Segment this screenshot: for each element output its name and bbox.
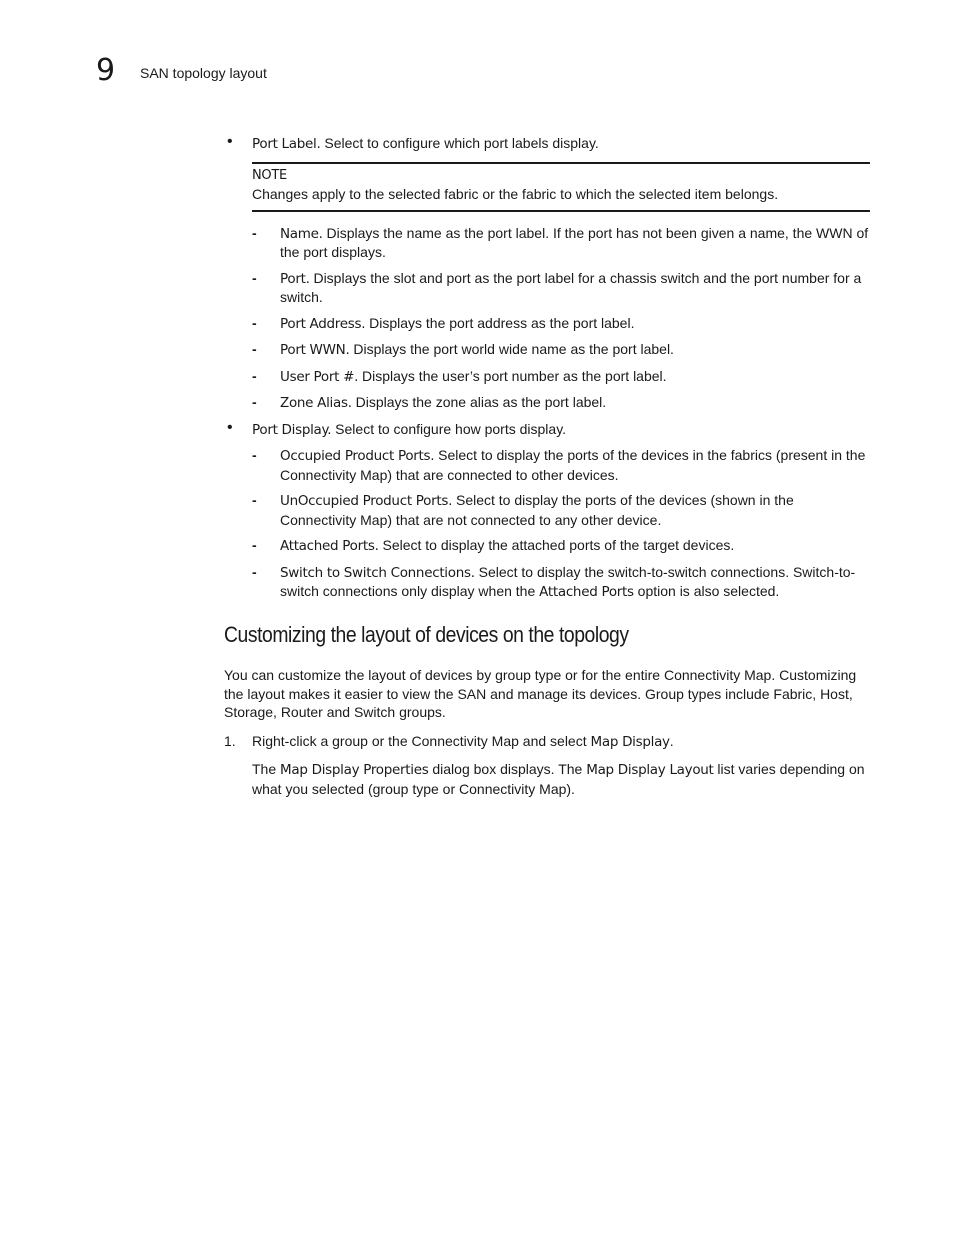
description: Select to configure how ports display. bbox=[331, 420, 567, 437]
description: Displays the port world wide name as the port label. bbox=[349, 341, 674, 357]
description: Select to display the ports of the devices (shown in the Connectivity Map) that are not connected to any other device. bbox=[280, 492, 794, 528]
list-item bbox=[252, 563, 870, 602]
term: Map Display Properties bbox=[280, 762, 429, 778]
step-1 bbox=[224, 732, 870, 752]
description: Select to display the attached ports of the target devices. bbox=[378, 537, 735, 553]
dash-marker: - bbox=[252, 492, 257, 508]
term: Switch to Switch Connections. bbox=[280, 564, 475, 581]
dash-marker: - bbox=[252, 447, 257, 463]
list-item bbox=[252, 314, 870, 334]
dash-marker: - bbox=[252, 269, 257, 286]
section-heading: Customizing the layout of devices on the topology bbox=[224, 621, 629, 647]
result-text: The bbox=[252, 761, 281, 777]
dash-marker: - bbox=[252, 367, 257, 384]
description: option is also selected. bbox=[633, 583, 780, 599]
step-number: 1. bbox=[224, 732, 236, 749]
list-item bbox=[252, 446, 870, 484]
step-text: . bbox=[669, 732, 674, 749]
term: Port Address. bbox=[280, 315, 366, 332]
step-1-result bbox=[224, 760, 870, 798]
description: Displays the slot and port as the port label for a chassis switch and the port number for a switch. bbox=[280, 269, 862, 305]
note-text: Changes apply to the selected fabric or the fabric to which the selected item belongs. bbox=[252, 186, 779, 202]
list-item bbox=[252, 536, 870, 556]
term: Map Display bbox=[590, 733, 670, 750]
term: Occupied Product Ports. bbox=[280, 448, 435, 464]
result-text: list varies depending on what you selected (group type or Connectivity Map). bbox=[252, 761, 865, 797]
note-title: NOTE bbox=[252, 167, 287, 183]
term: Attached Ports. bbox=[280, 538, 379, 554]
description: Select to display the switch-to-switch connections. Switch-to-switch connections only display when the bbox=[280, 563, 856, 599]
intro-paragraph: You can customize the layout of devices by group type or for the entire Connectivity Map. Customizing the layout makes it easier to view the SAN and manage its devices. Group types include Fabric, Host, Storage, Router and Switch groups. bbox=[224, 667, 857, 720]
description: Displays the port address as the port label. bbox=[365, 314, 635, 331]
bullet-icon: • bbox=[227, 133, 233, 150]
list-item bbox=[252, 393, 870, 413]
term: UnOccupied Product Ports. bbox=[280, 493, 453, 509]
result-text: dialog box displays. The bbox=[428, 761, 587, 777]
list-item bbox=[252, 367, 870, 387]
term: Name. bbox=[280, 225, 323, 242]
running-header: SAN topology layout bbox=[140, 65, 267, 81]
dash-marker: - bbox=[252, 537, 257, 553]
term: Map Display Layout bbox=[586, 762, 714, 778]
dash-marker: - bbox=[252, 341, 257, 357]
page-content bbox=[224, 134, 870, 798]
dash-marker: - bbox=[252, 563, 257, 580]
term: Port Display. bbox=[252, 421, 332, 438]
description: Displays the user’s port number as the port label. bbox=[358, 367, 667, 384]
description: Select to display the ports of the devices in the fabrics (present in the Connectivity Map) that are connected to other devices. bbox=[280, 447, 866, 483]
step-text: Right-click a group or the Connectivity Map and select bbox=[252, 732, 591, 749]
term: Port. bbox=[280, 270, 310, 287]
bullet-port-display bbox=[224, 420, 870, 440]
list-item bbox=[252, 269, 870, 307]
chapter-number: 9 bbox=[96, 53, 116, 88]
description: Displays the zone alias as the port label. bbox=[351, 394, 607, 410]
description: Select to configure which port labels display. bbox=[320, 135, 599, 151]
port-display-options bbox=[252, 446, 870, 602]
list-item bbox=[252, 224, 870, 262]
bullet-port-label bbox=[224, 134, 870, 154]
note-box bbox=[252, 162, 870, 212]
term: Attached Ports bbox=[539, 584, 634, 600]
term: Port WWN. bbox=[280, 342, 350, 358]
bullet-icon: • bbox=[227, 418, 233, 436]
list-item bbox=[252, 491, 870, 529]
list-item bbox=[252, 340, 870, 360]
description: Displays the name as the port label. If the port has not been given a name, the WWN of the port displays. bbox=[280, 224, 869, 260]
dash-marker: - bbox=[252, 314, 257, 331]
term: User Port #. bbox=[280, 368, 359, 385]
port-label-options bbox=[252, 224, 870, 413]
term: Zone Alias. bbox=[280, 395, 352, 411]
dash-marker: - bbox=[252, 224, 257, 241]
term: Port Label. bbox=[252, 136, 321, 152]
dash-marker: - bbox=[252, 394, 257, 410]
